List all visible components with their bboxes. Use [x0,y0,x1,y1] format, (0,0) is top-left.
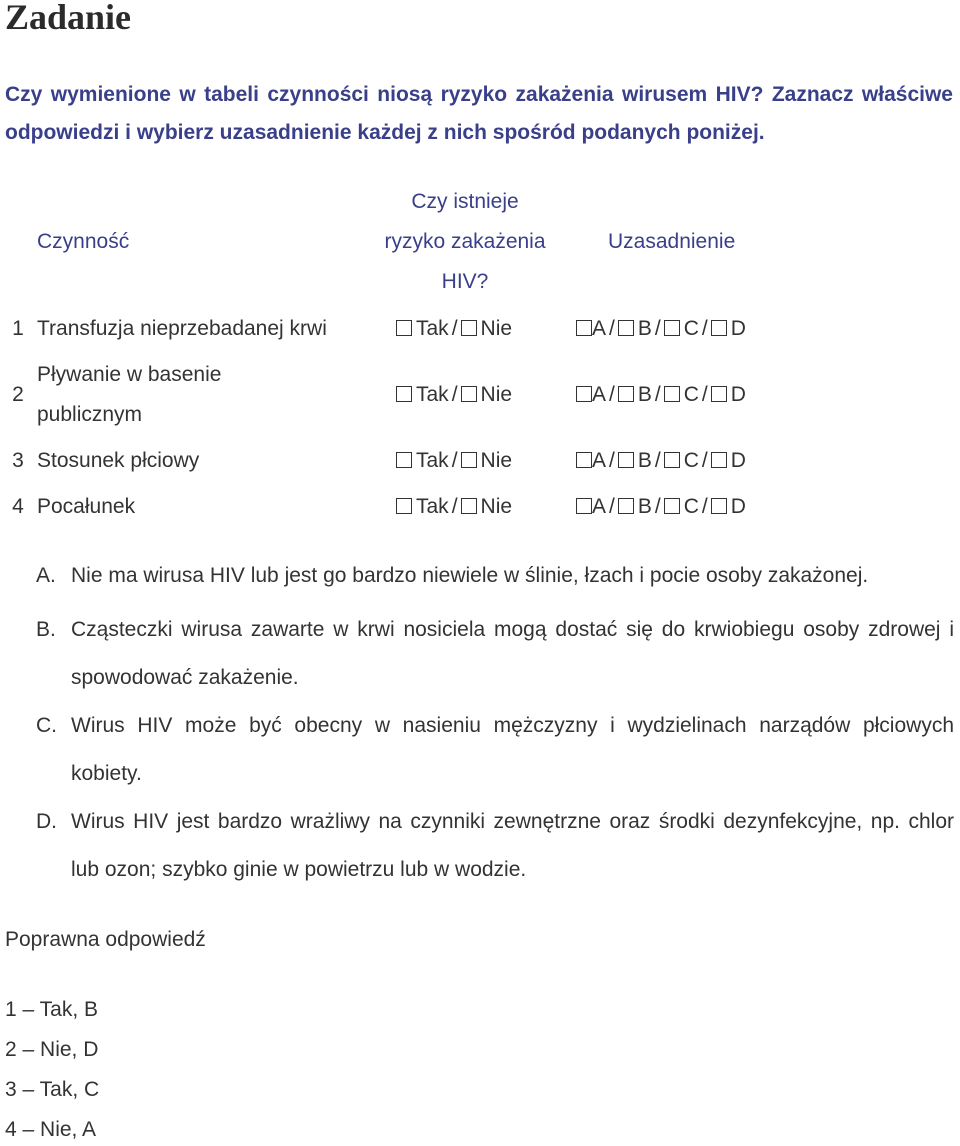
separator: / [609,317,615,340]
justification-choice [576,441,746,481]
checkbox-no[interactable] [461,386,477,402]
risk-choice [396,441,512,481]
row-number: 1 [12,317,24,340]
label-b: B [637,317,652,340]
checkbox-d[interactable] [711,386,727,402]
label-yes: Tak [416,449,449,472]
checkbox-yes[interactable] [396,498,412,514]
separator: / [609,495,615,518]
answer-item: 3 – Tak, C [5,1078,100,1101]
checkbox-c[interactable] [664,320,680,336]
separator: / [609,383,615,406]
row-activity: publicznym [37,403,143,426]
label-a: A [592,317,607,340]
separator: / [451,317,458,340]
page-title: Zadanie [5,0,132,37]
label-no: Nie [480,495,513,518]
column-header-risk-line-3: HIV? [441,270,489,293]
row-number: 4 [12,495,24,518]
label-a: A [592,449,607,472]
checkbox-d[interactable] [711,452,727,468]
label-c: C [683,449,699,472]
row-activity: Stosunek płciowy [37,449,200,472]
label-c: C [683,383,699,406]
separator: / [701,317,708,340]
justification-choice [576,487,746,527]
column-header-risk-line-1: Czy istnieje [411,190,519,213]
separator: / [654,383,661,406]
reason-letter: B. [36,618,56,641]
checkbox-b[interactable] [618,320,634,336]
column-header-risk-line-2: ryzyko zakażenia [384,230,546,253]
row-activity: Transfuzja nieprzebadanej krwi [37,317,327,340]
checkbox-d[interactable] [711,498,727,514]
separator: / [701,495,708,518]
checkbox-a[interactable] [576,498,592,514]
reason-text: Cząsteczki wirusa zawarte w krwi nosiciela mogą dostać się do krwiobiegu osoby zdrowej i spowodować zakażenie. [71,618,954,689]
checkbox-b[interactable] [618,452,634,468]
checkbox-b[interactable] [618,498,634,514]
justification-choice [576,309,746,349]
row-activity: Pływanie w basenie [37,363,222,386]
separator: / [701,449,708,472]
column-header-justification: Uzasadnienie [608,230,736,253]
label-c: C [683,495,699,518]
answer-item: 2 – Nie, D [5,1038,99,1061]
checkbox-a[interactable] [576,452,592,468]
label-c: C [683,317,699,340]
reason-letter: D. [36,810,57,833]
separator: / [609,449,615,472]
separator: / [654,495,661,518]
checkbox-yes[interactable] [396,320,412,336]
row-activity: Pocałunek [37,495,136,518]
checkbox-a[interactable] [576,320,592,336]
column-header-activity: Czynność [37,230,130,253]
reason-letter: C. [36,714,57,737]
checkbox-no[interactable] [461,320,477,336]
label-d: D [730,317,746,340]
justification-choice [576,375,746,415]
risk-choice [396,309,512,349]
label-yes: Tak [416,317,449,340]
reason-text: Nie ma wirusa HIV lub jest go bardzo niewiele w ślinie, łzach i pocie osoby zakażonej. [71,564,869,587]
risk-choice [396,487,512,527]
label-no: Nie [480,317,513,340]
label-a: A [592,383,607,406]
checkbox-c[interactable] [664,498,680,514]
label-b: B [637,383,652,406]
task-instructions: Czy wymienione w tabeli czynności niosą ryzyko zakażenia wirusem HIV? Zaznacz właściwe odpowiedzi i wybierz uzasadnienie każdej z nich spośród podanych poniżej. [5,83,953,144]
reason-text: Wirus HIV jest bardzo wrażliwy na czynniki zewnętrzne oraz środki dezynfekcyjne, np. chlor lub ozon; szybko ginie w powietrzu lub w wodzie. [71,810,954,881]
separator: / [654,449,661,472]
checkbox-c[interactable] [664,452,680,468]
risk-choice [396,375,512,415]
label-d: D [730,495,746,518]
answer-heading: Poprawna odpowiedź [5,928,206,951]
label-a: A [592,495,607,518]
reason-letter: A. [36,564,56,587]
label-d: D [730,449,746,472]
label-no: Nie [480,383,513,406]
answer-item: 1 – Tak, B [5,998,99,1021]
checkbox-no[interactable] [461,452,477,468]
separator: / [654,317,661,340]
checkbox-no[interactable] [461,498,477,514]
label-no: Nie [480,449,513,472]
answer-item: 4 – Nie, A [5,1118,97,1141]
row-number: 3 [12,449,24,472]
separator: / [451,449,458,472]
checkbox-c[interactable] [664,386,680,402]
checkbox-b[interactable] [618,386,634,402]
checkbox-yes[interactable] [396,386,412,402]
separator: / [451,383,458,406]
label-d: D [730,383,746,406]
checkbox-a[interactable] [576,386,592,402]
label-yes: Tak [416,383,449,406]
separator: / [451,495,458,518]
label-b: B [637,495,652,518]
checkbox-d[interactable] [711,320,727,336]
reason-text: Wirus HIV może być obecny w nasieniu mężczyzny i wydzielinach narządów płciowych kobiety. [71,714,954,785]
separator: / [701,383,708,406]
label-yes: Tak [416,495,449,518]
label-b: B [637,449,652,472]
row-number: 2 [12,383,24,406]
checkbox-yes[interactable] [396,452,412,468]
